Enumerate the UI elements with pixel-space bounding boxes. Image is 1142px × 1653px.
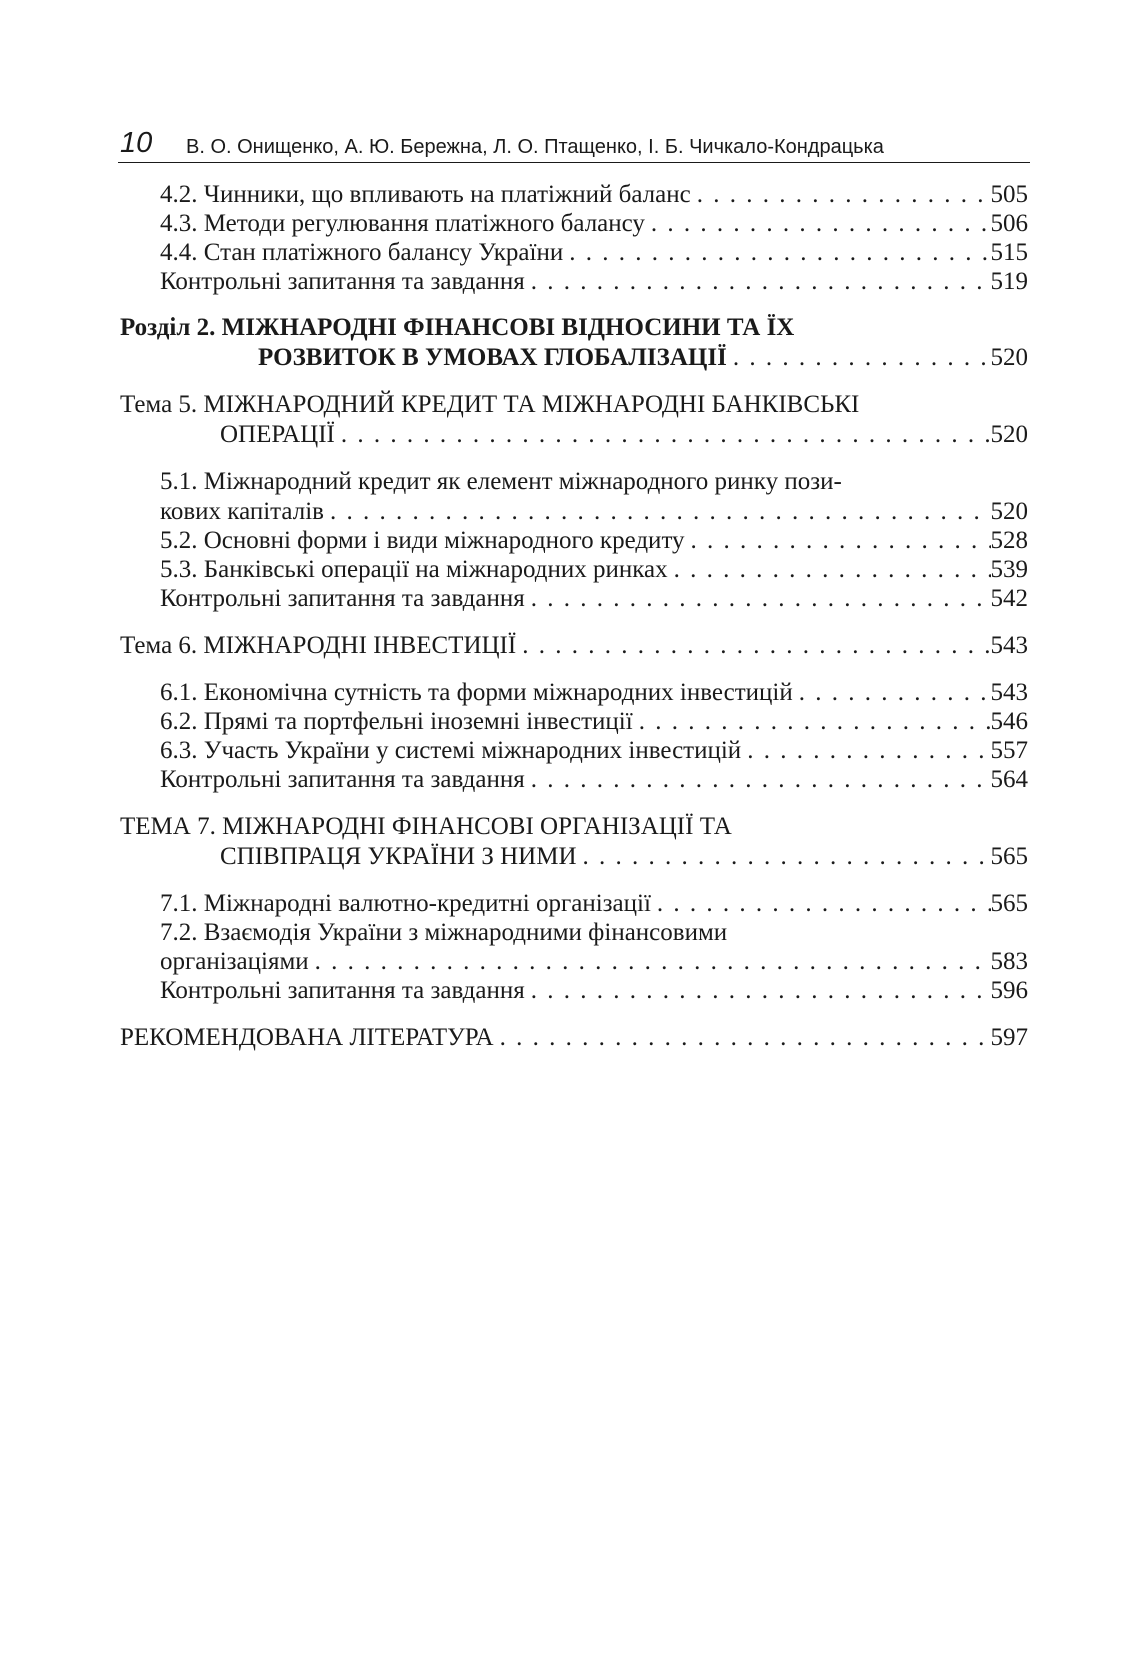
toc-topic-heading: ТЕМА 7. МІЖНАРОДНІ ФІНАНСОВІ ОРГАНІЗАЦІЇ ТА xyxy=(120,813,732,840)
toc-entry: 6.2. Прямі та портфельні іноземні інвестиції . . . 546 xyxy=(160,707,1028,737)
toc-page-number: 596 xyxy=(990,977,1028,1004)
toc-page-number: 565 xyxy=(990,890,1028,917)
toc-page-number: 506 xyxy=(990,210,1028,237)
page-number: 10 xyxy=(120,127,153,159)
toc-entry: РОЗВИТОК В УМОВАХ ГЛОБАЛІЗАЦІЇ . . . 520 xyxy=(258,343,1028,373)
toc-page-number: 543 xyxy=(990,679,1028,706)
toc-entry: Контрольні запитання та завдання . . . 564 xyxy=(160,765,1028,795)
toc-page-number: 565 xyxy=(990,843,1028,870)
toc-section-heading: Розділ 2. МІЖНАРОДНІ ФІНАНСОВІ ВІДНОСИНИ ТА ЇХ xyxy=(120,314,795,341)
toc-entry: Тема 6. МІЖНАРОДНІ ІНВЕСТИЦІЇ . . . 543 xyxy=(120,631,1028,661)
toc-entry: Контрольні запитання та завдання . . . 519 xyxy=(160,267,1028,297)
toc-subsection-line: 5.1. Міжнародний кредит як елемент міжнародного ринку пози- xyxy=(160,468,842,495)
toc-entry: РЕКОМЕНДОВАНА ЛІТЕРАТУРА . . . 597 xyxy=(120,1023,1028,1053)
toc-page-number: 515 xyxy=(990,239,1028,266)
toc-topic-heading: Тема 5. МІЖНАРОДНИЙ КРЕДИТ ТА МІЖНАРОДНІ БАНКІВСЬКІ xyxy=(120,391,860,418)
toc-entry: 4.4. Стан платіжного балансу України . . . 515 xyxy=(160,238,1028,268)
toc-entry: 5.3. Банківські операції на міжнародних ринках . . . 539 xyxy=(160,555,1028,585)
running-header xyxy=(118,128,1030,163)
toc-page-number: 597 xyxy=(990,1024,1028,1051)
toc-subsection-line: 7.2. Взаємодія України з міжнародними фінансовими xyxy=(160,919,728,946)
toc-entry: 7.1. Міжнародні валютно-кредитні організації . . . 565 xyxy=(160,889,1028,919)
toc-page-number: 583 xyxy=(990,948,1028,975)
toc-entry: 5.2. Основні форми і види міжнародного кредиту . . . 528 xyxy=(160,526,1028,556)
toc-entry: організаціями . . . 583 xyxy=(160,947,1028,977)
toc-page-number: 546 xyxy=(990,708,1028,735)
toc-page-number: 505 xyxy=(990,181,1028,208)
toc-entry: Контрольні запитання та завдання . . . 542 xyxy=(160,584,1028,614)
toc-page-number: 542 xyxy=(990,585,1028,612)
toc-page-number: 564 xyxy=(990,766,1028,793)
toc-page-number: 519 xyxy=(990,268,1028,295)
toc-page-number: 520 xyxy=(990,498,1028,525)
toc-page-number: 520 xyxy=(990,421,1028,448)
toc-entry: СПІВПРАЦЯ УКРАЇНИ З НИМИ . . . 565 xyxy=(220,842,1028,872)
toc-entry: 4.2. Чинники, що впливають на платіжний баланс . . . 505 xyxy=(160,180,1028,210)
toc-page-number: 528 xyxy=(990,527,1028,554)
toc-entry: 4.3. Методи регулювання платіжного балансу . . . 506 xyxy=(160,209,1028,239)
toc-entry: 6.1. Економічна сутність та форми міжнародних інвестицій . . . 543 xyxy=(160,678,1028,708)
header-authors: В. О. Онищенко, А. Ю. Бережна, Л. О. Птащенко, І. Б. Чичкало-Кондрацька xyxy=(186,136,884,158)
toc-page-number: 543 xyxy=(990,632,1028,659)
toc-entry: кових капіталів . . . 520 xyxy=(160,497,1028,527)
toc-entry: Контрольні запитання та завдання . . . 596 xyxy=(160,976,1028,1006)
toc-page-number: 539 xyxy=(990,556,1028,583)
toc-entry: ОПЕРАЦІЇ . . . 520 xyxy=(220,420,1028,450)
toc-entry: 6.3. Участь України у системі міжнародних інвестицій . . . 557 xyxy=(160,736,1028,766)
toc-page-number: 520 xyxy=(990,344,1028,371)
toc-page-number: 557 xyxy=(990,737,1028,764)
